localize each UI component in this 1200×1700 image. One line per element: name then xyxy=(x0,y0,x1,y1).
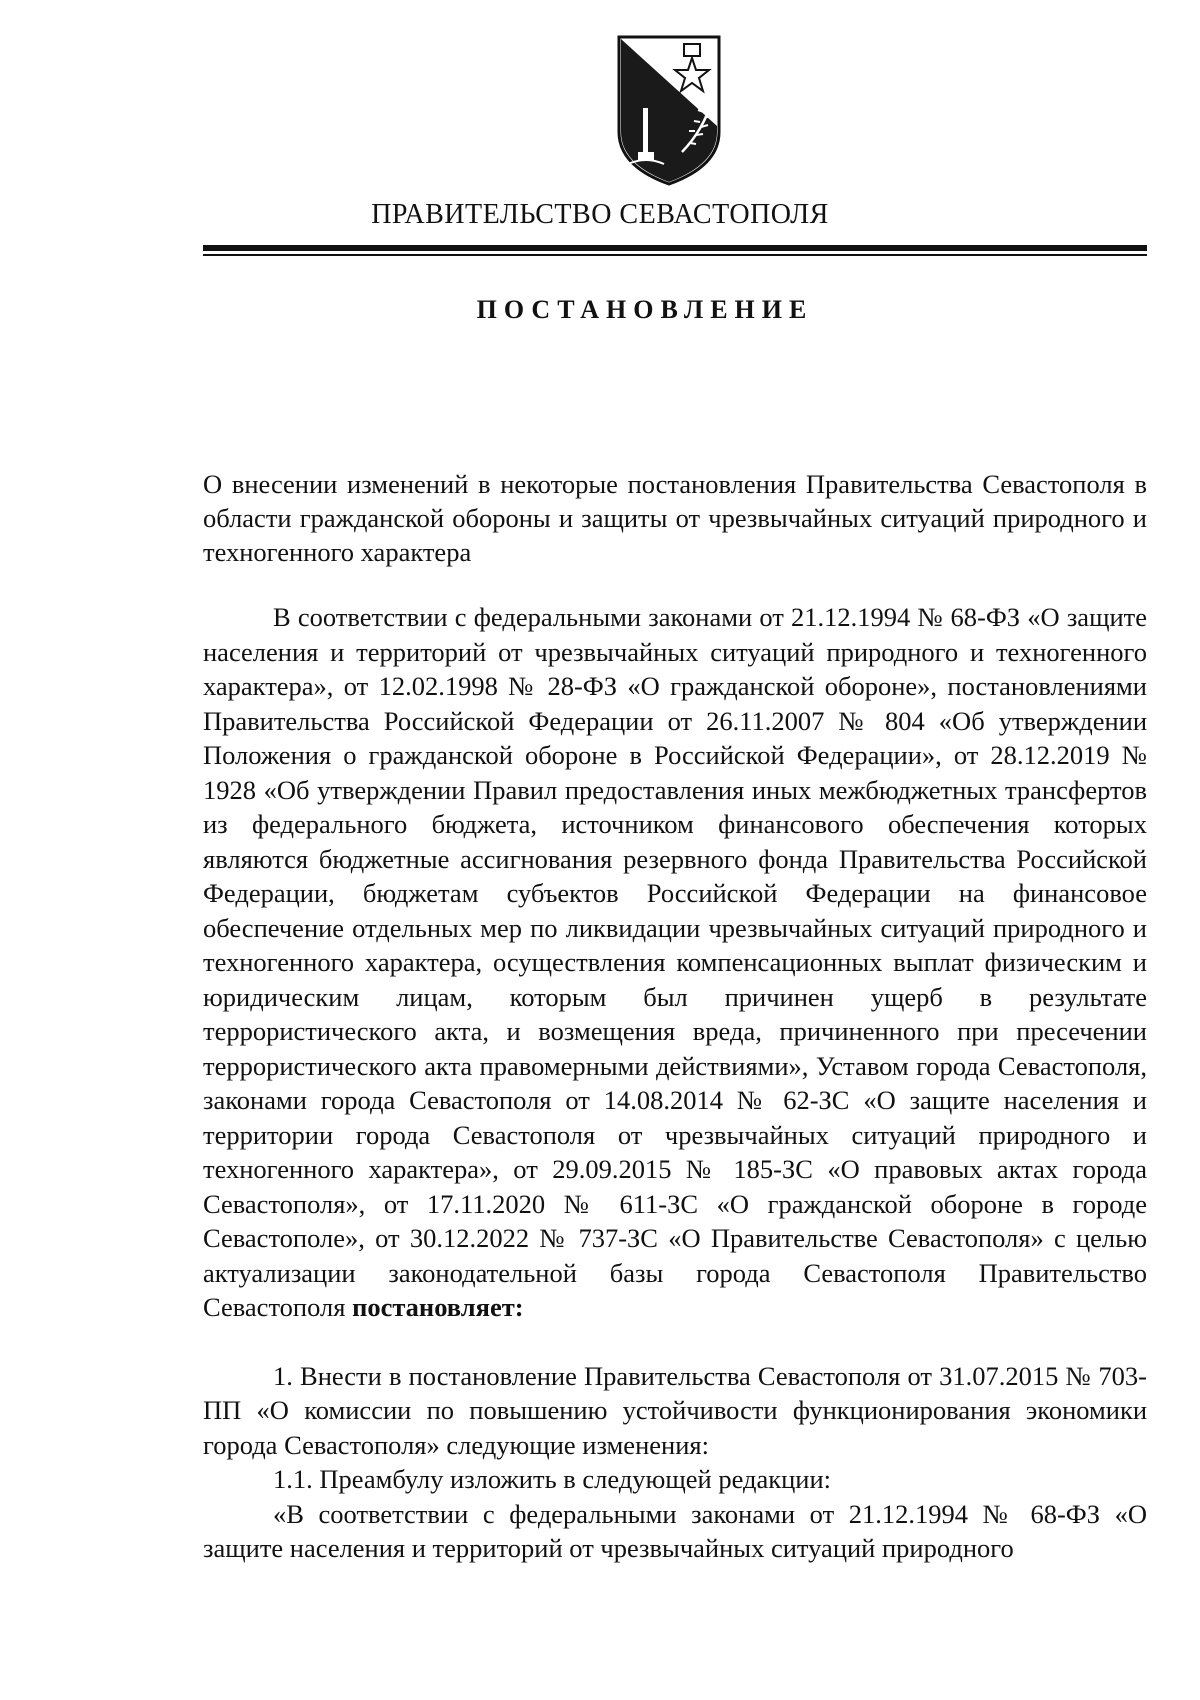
decree-word: постановляет: xyxy=(352,1292,524,1322)
item-paragraph-1: 1. Внести в постановление Правительства Севастополя от 31.07.2015 № 703-ПП «О комиссии по повышению устойчивости функционирования экономики города Севастополя» следующие изменения: xyxy=(203,1360,1147,1460)
preamble-paragraph xyxy=(203,600,1147,1325)
document-subject: О внесении изменений в некоторые постановления Правительства Севастополя в области гражданской обороны и защиты от чрезвычайных ситуаций природного и техногенного характера xyxy=(203,469,1147,567)
document-type-title: ПОСТАНОВЛЕНИЕ xyxy=(476,295,814,324)
header-rule-thin xyxy=(203,254,1147,256)
document-body xyxy=(203,600,1147,1566)
coat-of-arms-icon xyxy=(616,34,722,188)
item-paragraph-quote: «В соответствии с федеральными законами от 21.12.1994 № 68-ФЗ «О защите населения и территорий от чрезвычайных ситуаций природного xyxy=(203,1498,1147,1563)
item-paragraph-1-1: 1.1. Преамбулу изложить в следующей редакции: xyxy=(273,1464,832,1494)
preamble-text: В соответствии с федеральными законами от 21.12.1994 № 68-ФЗ «О защите населения и территорий от чрезвычайных ситуаций природного и техногенного характера», от 12.02.1998 № 28-ФЗ «О гражданской обороне», постановлениями Правительства Российской Федерации от 26.11.2007 № 804 «Об утверждении Положения о гражданской обороне в Российской Федерации», от 28.12.2019 № 1928 «Об утверждении Правил предоставления иных межбюджетных трансфертов из федерального бюджета, источником финансового обеспечения которых являются бюджетные ассигнования резервного фонда Правительства Российской Федерации, бюджетам субъектов Российской Федерации на финансовое обеспечение отдельных мер по ликвидации чрезвычайных ситуаций природного и техногенного характера, осуществления компенсационных выплат физическим и юридическим лицам, которым был причинен ущерб в результате террористического акта, и возмещения вреда, причиненного при пресечении террористического акта правомерными действиями», Уставом города Севастополя, законами города Севастополя от 14.08.2014 № 62-ЗС «О защите населения и территории города Севастополя от чрезвычайных ситуаций природного и техногенного характера», от 29.09.2015 № 185-ЗС «О правовых актах города Севастополя», от 17.11.2020 № 611-ЗС «О гражданской обороне в городе Севастополе», от 30.12.2022 № 737-ЗС «О Правительстве Севастополя» с целью актуализации законодательной базы города Севастополя Правительство Севастополя xyxy=(203,602,1147,1322)
paragraph-gap xyxy=(203,1325,1147,1359)
government-name: ПРАВИТЕЛЬСТВО СЕВАСТОПОЛЯ xyxy=(371,199,829,230)
header-rule-thick xyxy=(203,245,1147,251)
